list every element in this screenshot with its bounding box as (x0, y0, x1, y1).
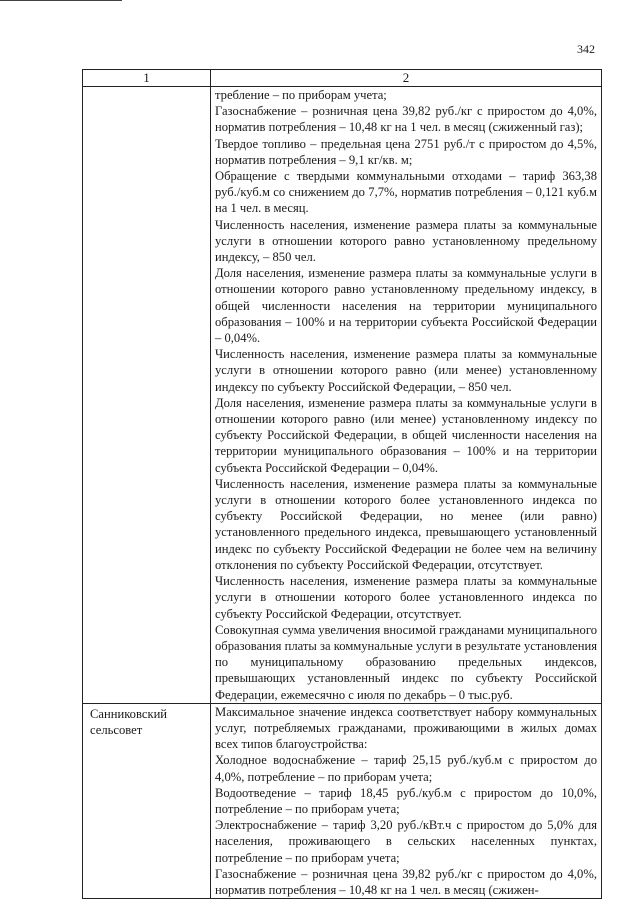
paragraph: Максимальное значение индекса соответствует набору коммунальных услуг, потребляемых гражданами, проживающими в жилых домах всех типов благоустройства: (215, 704, 597, 752)
paragraph: Обращение с твердыми коммунальными отходами – тариф 363,38 руб./куб.м со снижением до 7,7%, норматив потребления – 0,121 куб.м на 1 чел. в месяц. (215, 169, 597, 216)
description-cell (211, 87, 602, 704)
paragraph: Численность населения, изменение размера платы за коммунальные услуги в отношении которого более установленного индекса по субъекту Российской Федерации, отсутствует. (215, 574, 597, 621)
page-number: 342 (577, 42, 595, 56)
paragraph: требление – по приборам учета; (215, 88, 387, 102)
paragraph: Численность населения, изменение размера платы за коммунальные услуги в отношении которого равно установленному предельному индексу, – 850 чел. (215, 217, 597, 265)
top-rule (0, 0, 122, 1)
header-row (83, 70, 602, 87)
paragraph: Твердое топливо – предельная цена 2751 руб./т с приростом до 4,5%, норматив потребления – 9,1 кг/кв. м; (215, 136, 597, 167)
municipality-name (83, 87, 211, 704)
description-cell (211, 703, 602, 898)
column-header-1: 1 (83, 70, 211, 87)
paragraph: Холодное водоснабжение – тариф 25,15 руб./куб.м с приростом до 4,0%, потребление – по приборам учета; (215, 753, 597, 784)
paragraph: Численность населения, изменение размера платы за коммунальные услуги в отношении которого более установленного индекса по субъекту Российской Федерации, но менее (или равно) установленного предельного индекса, превышающего установленный индекс по субъекту Российской Федерации не более чем на величину отклонения по субъекту Российской Федерации, отсутствует. (215, 476, 597, 572)
paragraph: Газоснабжение – розничная цена 39,82 руб./кг с приростом до 4,0%, норматив потребления – 10,48 кг на 1 чел. в месяц (сжиженный газ); (215, 104, 597, 135)
paragraph: Водоотведение – тариф 18,45 руб./куб.м с приростом до 10,0%, потребление – по приборам учета; (215, 785, 597, 816)
document-table (82, 69, 602, 899)
paragraph: Численность населения, изменение размера платы за коммунальные услуги в отношении которого равно (или менее) установленному индексу по субъекту Российской Федерации, – 850 чел. (215, 347, 597, 394)
paragraph: Доля населения, изменение размера платы за коммунальные услуги в отношении которого равно установленному предельному индексу, в общей численности населения на территории муниципального образования – 100% и на территории субъекта Российской Федерации – 0,04%. (215, 266, 597, 346)
table-row (83, 87, 602, 704)
column-header-2: 2 (211, 70, 602, 87)
paragraph: Совокупная сумма увеличения вносимой гражданами муниципального образования платы за коммунальные услуги в результате установления по муниципальному образованию предельных индексов, превышающих установленный индекс по субъекту Российской Федерации, ежемесячно с июля по декабрь – 0 тыс.руб. (215, 622, 597, 702)
paragraph: Электроснабжение – тариф 3,20 руб./кВт.ч с приростом до 5,0% для населения, проживающего в сельских населенных пунктах, потребление – по приборам учета; (215, 818, 597, 865)
paragraph: Доля населения, изменение размера платы за коммунальные услуги в отношении которого равно (или менее) установленному индексу по субъекту Российской Федерации, в общей численности населения на территории муниципального образования – 100% и на территории субъекта Российской Федерации – 0,04%. (215, 395, 597, 475)
table-row (83, 703, 602, 898)
paragraph: Газоснабжение – розничная цена 39,82 руб./кг с приростом до 4,0%, норматив потребления – 10,48 кг на 1 чел. в месяц (сжижен- (215, 866, 597, 897)
municipality-name: Санниковский сельсовет (83, 703, 211, 898)
